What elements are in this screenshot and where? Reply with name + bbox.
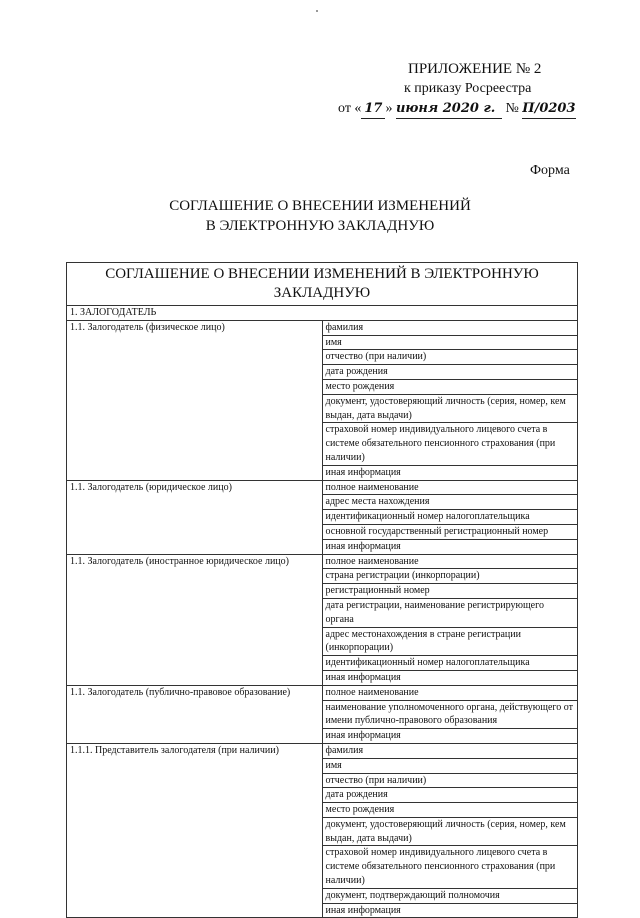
- field-label: отчество (при наличии): [322, 773, 578, 788]
- field-label: место рождения: [322, 379, 578, 394]
- appendix-label: ПРИЛОЖЕНИЕ № 2: [408, 61, 542, 77]
- field-label: имя: [322, 758, 578, 773]
- order-date-line: [338, 100, 576, 119]
- document-title-line-1: СОГЛАШЕНИЕ О ВНЕСЕНИИ ИЗМЕНЕНИЙ: [169, 198, 471, 214]
- field-label: полное наименование: [322, 480, 578, 495]
- field-label: иная информация: [322, 670, 578, 685]
- party-type-label: 1.1. Залогодатель (юридическое лицо): [67, 480, 323, 554]
- field-label: отчество (при наличии): [322, 350, 578, 365]
- field-label: адрес местонахождения в стране регистрации (инкорпорации): [322, 627, 578, 656]
- table-row: [67, 480, 578, 495]
- field-label: иная информация: [322, 729, 578, 744]
- party-type-label: 1.1. Залогодатель (физическое лицо): [67, 320, 323, 480]
- field-label: полное наименование: [322, 685, 578, 700]
- field-label: идентификационный номер налогоплательщика: [322, 656, 578, 671]
- field-label: документ, удостоверяющий личность (серия, номер, кем выдан, дата выдачи): [322, 394, 578, 423]
- field-label: дата рождения: [322, 365, 578, 380]
- field-label: фамилия: [322, 743, 578, 758]
- field-label: дата регистрации, наименование регистрирующего органа: [322, 598, 578, 627]
- table-row: [67, 554, 578, 569]
- field-label: страховой номер индивидуального лицевого счета в системе обязательного пенсионного страхования (при наличии): [322, 423, 578, 465]
- field-label: идентификационный номер налогоплательщика: [322, 510, 578, 525]
- field-label: имя: [322, 335, 578, 350]
- table-title-row: [67, 263, 578, 306]
- field-label: регистрационный номер: [322, 584, 578, 599]
- document-title-line-2: В ЭЛЕКТРОННУЮ ЗАКЛАДНУЮ: [205, 218, 435, 234]
- field-label: дата рождения: [322, 788, 578, 803]
- field-label: наименование уполномоченного органа, действующего от имени публично-правового образования: [322, 700, 578, 729]
- field-label: место рождения: [322, 803, 578, 818]
- field-label: иная информация: [322, 465, 578, 480]
- field-label: документ, подтверждающий полномочия: [322, 888, 578, 903]
- field-label: основной государственный регистрационный номер: [322, 524, 578, 539]
- date-month-year: июня 2020 г.: [396, 100, 502, 119]
- date-mid: »: [385, 101, 393, 116]
- party-type-label: 1.1. Залогодатель (публично-правовое образование): [67, 685, 323, 743]
- table-title: СОГЛАШЕНИЕ О ВНЕСЕНИИ ИЗМЕНЕНИЙ В ЭЛЕКТРОННУЮ ЗАКЛАДНУЮ: [67, 263, 578, 306]
- table-row: [67, 320, 578, 335]
- table-row: [67, 685, 578, 700]
- order-label: к приказу Росреестра: [404, 81, 532, 96]
- number-prefix: №: [505, 101, 519, 116]
- field-label: полное наименование: [322, 554, 578, 569]
- field-label: фамилия: [322, 320, 578, 335]
- field-label: адрес места нахождения: [322, 495, 578, 510]
- table-row: [67, 743, 578, 758]
- field-label: документ, удостоверяющий личность (серия, номер, кем выдан, дата выдачи): [322, 817, 578, 846]
- date-day: 17: [361, 100, 385, 119]
- scan-speck: [316, 10, 318, 12]
- party-type-label: 1.1. Залогодатель (иностранное юридическое лицо): [67, 554, 323, 685]
- date-prefix: от «: [338, 101, 362, 116]
- order-number: П/0203: [522, 100, 575, 119]
- field-label: иная информация: [322, 539, 578, 554]
- section-row: [67, 306, 578, 321]
- form-label: Форма: [530, 163, 570, 178]
- agreement-table: [66, 262, 578, 918]
- party-type-label: 1.1.1. Представитель залогодателя (при наличии): [67, 743, 323, 918]
- field-label: страна регистрации (инкорпорации): [322, 569, 578, 584]
- field-label: иная информация: [322, 903, 578, 918]
- section-heading: 1. ЗАЛОГОДАТЕЛЬ: [67, 306, 578, 321]
- field-label: страховой номер индивидуального лицевого счета в системе обязательного пенсионного страхования (при наличии): [322, 846, 578, 888]
